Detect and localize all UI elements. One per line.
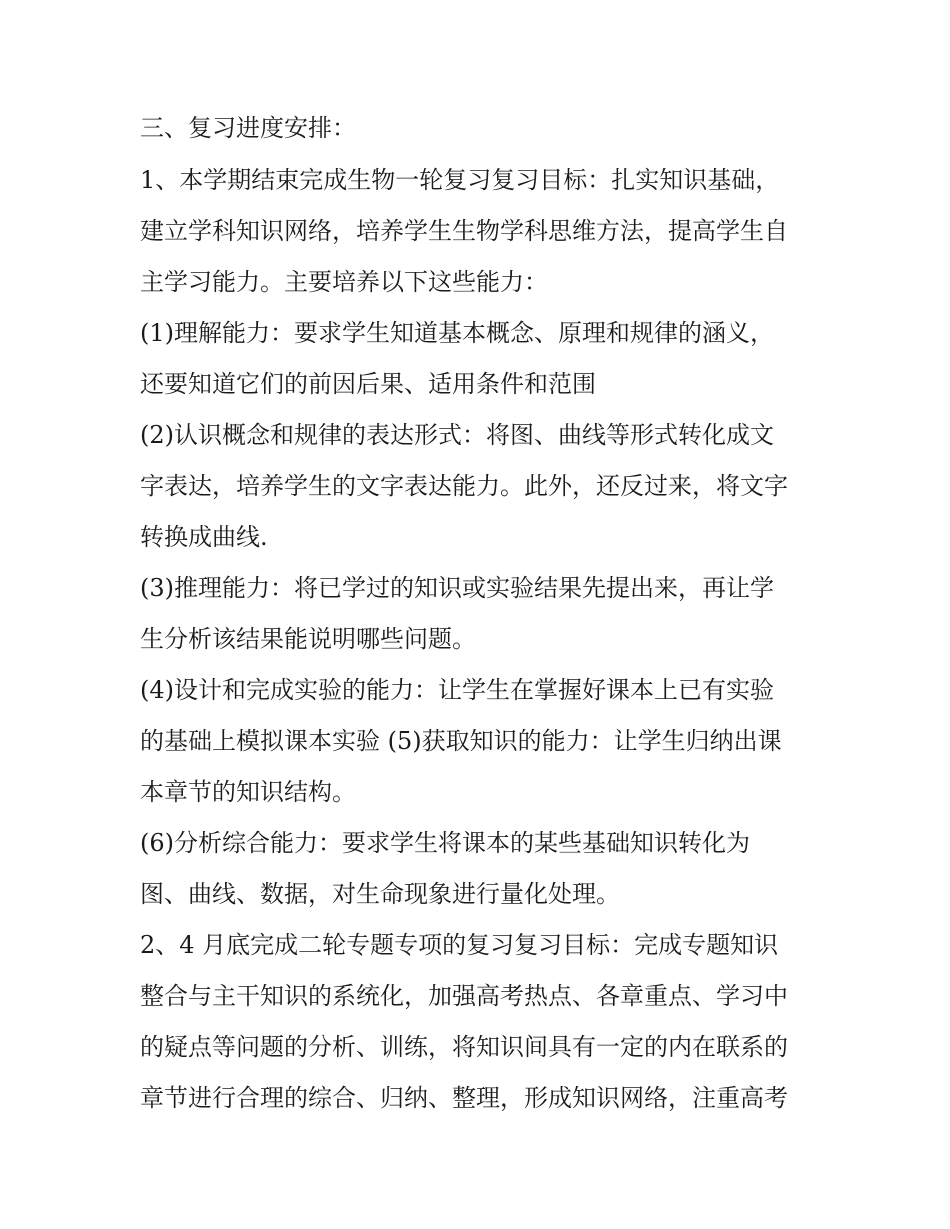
paragraph-line: (4)设计和完成实验的能力：让学生在掌握好课本上已有实验 xyxy=(140,676,774,704)
paragraph-line: (6)分析综合能力：要求学生将课本的某些基础知识转化为 xyxy=(140,829,750,857)
paragraph-line: 生分析该结果能说明哪些问题。 xyxy=(140,625,476,653)
paragraph-line: 的疑点等问题的分析、训练，将知识间具有一定的内在联系的 xyxy=(140,1033,788,1061)
paragraph-line: 图、曲线、数据，对生命现象进行量化处理。 xyxy=(140,880,620,908)
paragraph-line: (2)认识概念和规律的表达形式：将图、曲线等形式转化成文 xyxy=(140,421,774,449)
paragraph-line: 字表达，培养学生的文字表达能力。此外，还反过来，将文字 xyxy=(140,472,788,500)
paragraph-line: (3)推理能力：将已学过的知识或实验结果先提出来，再让学 xyxy=(140,574,774,602)
paragraph-line: 本章节的知识结构。 xyxy=(140,778,356,806)
paragraph-line: 1、本学期结束完成生物一轮复习复习目标：扎实知识基础， xyxy=(140,166,780,194)
paragraph-line: 章节进行合理的综合、归纳、整理，形成知识网络，注重高考 xyxy=(140,1084,788,1112)
paragraph-line: 建立学科知识网络，培养学生生物学科思维方法，提高学生自 xyxy=(140,217,788,245)
paragraph-line: 还要知道它们的前因后果、适用条件和范围 xyxy=(140,370,596,398)
paragraph-line: 的基础上模拟课本实验 (5)获取知识的能力：让学生归纳出课 xyxy=(140,727,782,755)
paragraph-line: 转换成曲线. xyxy=(140,523,268,551)
section-heading: 三、复习进度安排： xyxy=(140,114,356,142)
paragraph-line: (1)理解能力：要求学生知道基本概念、原理和规律的涵义， xyxy=(140,319,774,347)
paragraph-line: 整合与主干知识的系统化，加强高考热点、各章重点、学习中 xyxy=(140,982,788,1010)
paragraph-line: 2、4 月底完成二轮专题专项的复习复习目标：完成专题知识 xyxy=(140,931,779,959)
paragraph-line: 主学习能力。主要培养以下这些能力： xyxy=(140,268,548,296)
